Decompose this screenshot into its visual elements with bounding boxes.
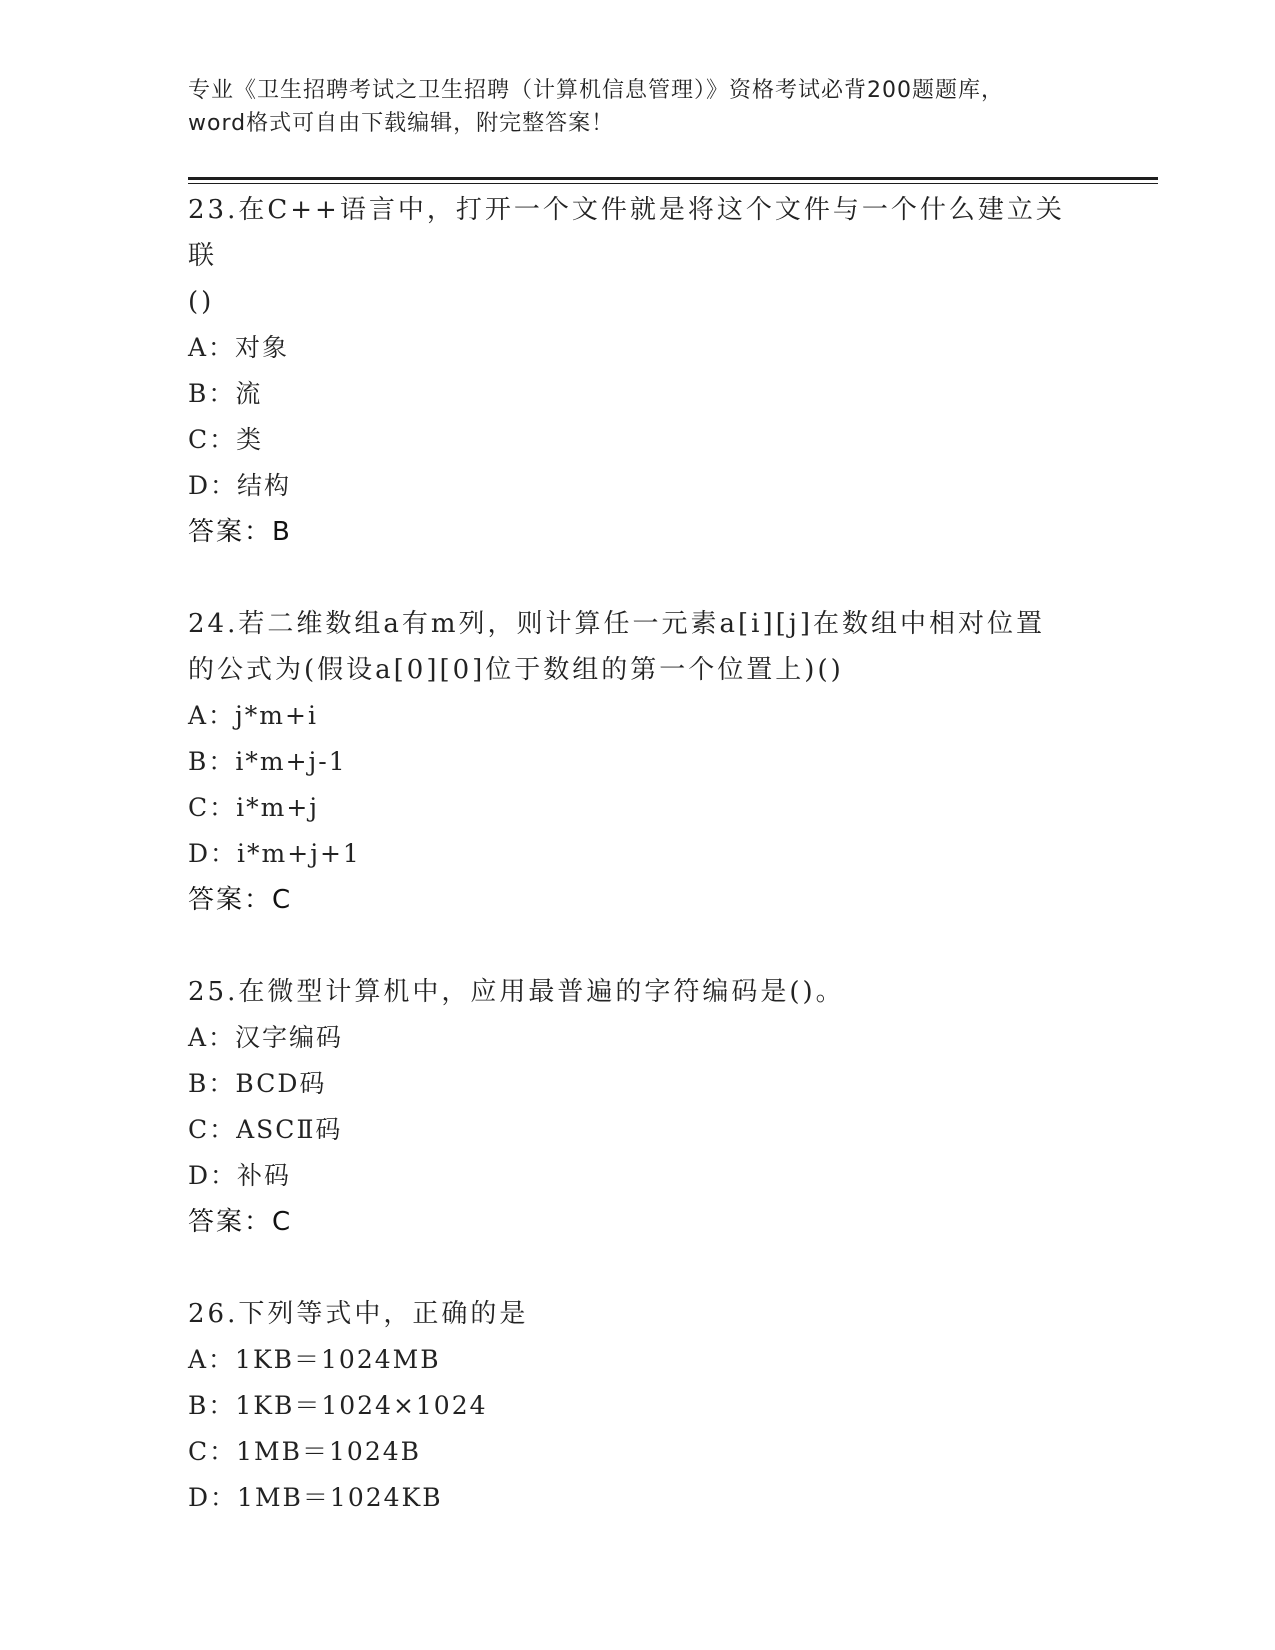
option-c: C：类 (188, 425, 264, 454)
option-d: D：1MB＝1024KB (188, 1483, 443, 1512)
option-d: D：补码 (188, 1161, 292, 1190)
question-stem: 24.若二维数组a有m列，则计算任一元素a[i][j]在数组中相对位置 (188, 609, 1045, 639)
question-spacer (188, 1245, 1088, 1291)
question-spacer (188, 555, 1088, 601)
option-b: B：i*m+j-1 (188, 747, 347, 776)
question-23 (188, 187, 1088, 555)
option-b: B：1KB＝1024×1024 (188, 1391, 488, 1420)
option-c: C：i*m+j (188, 793, 320, 822)
header-divider-thick (188, 177, 1158, 180)
option-a: A：对象 (188, 333, 290, 362)
question-stem: 26.下列等式中，正确的是 (188, 1299, 529, 1329)
option-c: C：1MB＝1024B (188, 1437, 421, 1466)
option-a: A：j*m+i (188, 701, 318, 730)
question-stem: 23.在C++语言中，打开一个文件就是将这个文件与一个什么建立关联 (188, 195, 1065, 271)
answer-text: 答案：C (188, 885, 293, 915)
header-title-line1: 专业《卫生招聘考试之卫生招聘（计算机信息管理）》资格考试必背200题题库， (188, 78, 1004, 103)
question-stem-continued: 的公式为(假设a[0][0]位于数组的第一个位置上)() (188, 655, 844, 685)
document-header (188, 74, 1088, 140)
option-c: C：ASCⅡ码 (188, 1115, 343, 1144)
option-a: A：1KB＝1024MB (188, 1345, 441, 1374)
header-divider-thin (188, 183, 1158, 184)
question-spacer (188, 923, 1088, 969)
header-title-line2: word格式可自由下载编辑，附完整答案！ (188, 111, 615, 136)
question-list (188, 187, 1088, 1521)
option-d: D：结构 (188, 471, 292, 500)
answer-text: 答案：B (188, 517, 292, 547)
question-25 (188, 969, 1088, 1245)
option-d: D：i*m+j+1 (188, 839, 361, 868)
option-a: A：汉字编码 (188, 1023, 344, 1052)
option-b: B：流 (188, 379, 263, 408)
answer-text: 答案：C (188, 1207, 293, 1237)
question-26 (188, 1291, 1088, 1521)
option-b: B：BCD码 (188, 1069, 327, 1098)
question-24 (188, 601, 1088, 923)
question-stem-continued: () (188, 287, 215, 317)
question-stem: 25.在微型计算机中，应用最普遍的字符编码是()。 (188, 977, 845, 1007)
